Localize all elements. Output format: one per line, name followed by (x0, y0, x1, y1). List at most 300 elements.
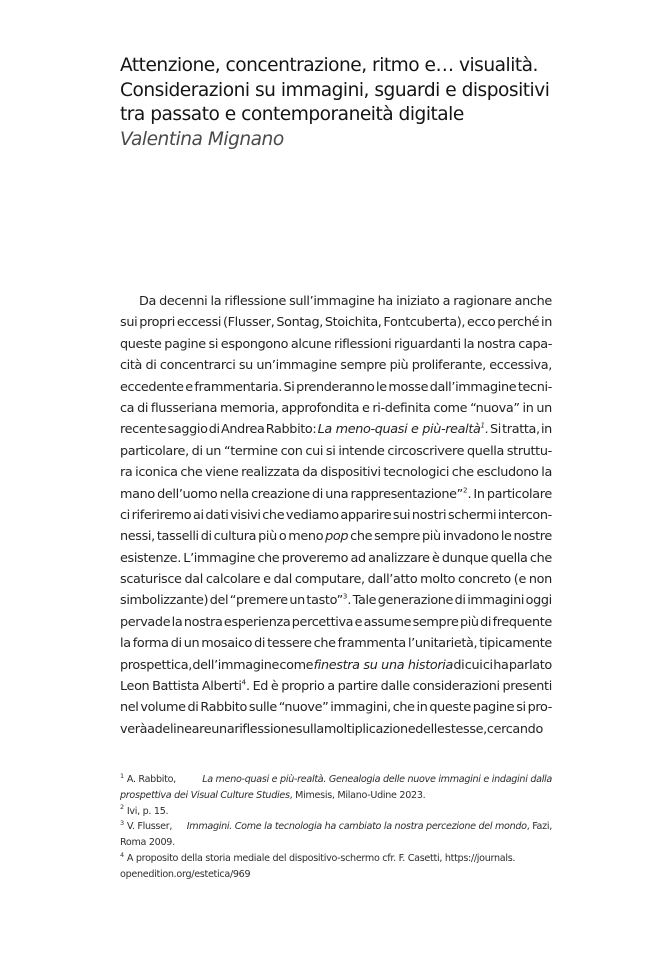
word (137, 398, 148, 419)
word (257, 548, 279, 569)
word-text: e (185, 379, 193, 395)
word (529, 569, 552, 590)
word (467, 312, 495, 333)
word-text: apparire (340, 507, 392, 523)
word (362, 398, 370, 419)
word (541, 312, 552, 333)
word (372, 398, 430, 419)
word-text: Rabbito (200, 700, 248, 716)
footnote-1-cont (120, 788, 552, 804)
word (120, 355, 142, 376)
word (246, 676, 250, 697)
word (509, 655, 552, 676)
word-text: . (485, 422, 489, 438)
footnote-publisher: , Fazi, (526, 821, 552, 833)
word (381, 676, 410, 697)
word-text: cità (120, 358, 143, 374)
word-text: Tale (352, 593, 377, 609)
word-text: simbolizzante) (120, 593, 209, 609)
word-text: Alberti (201, 679, 242, 695)
word (430, 377, 517, 398)
word (183, 548, 255, 569)
word-text: intercon- (497, 507, 552, 523)
word (477, 462, 539, 483)
footnote-reference[interactable]: 2 (462, 486, 468, 495)
word-text: Da (139, 294, 156, 309)
word (140, 697, 185, 718)
word (338, 676, 378, 697)
word (139, 312, 175, 333)
word (120, 548, 181, 569)
word-text: invadono (442, 529, 499, 545)
word-text: meno (288, 529, 324, 545)
word (320, 462, 380, 483)
word (378, 590, 453, 611)
word-text: visivi (230, 507, 261, 523)
word (160, 355, 236, 376)
word-text: che (392, 700, 415, 716)
word-text: La meno-quasi e più-realtà (317, 422, 481, 438)
word (288, 526, 323, 547)
word-text: riguardanti (394, 336, 461, 352)
word-text: frammentaria. (194, 379, 282, 395)
footnote-4 (120, 851, 552, 867)
word (497, 312, 539, 333)
article-heading (120, 54, 560, 152)
word (470, 398, 520, 419)
word (338, 441, 384, 462)
footnote-book-title: prospettiva dei Visual Culture Studies (120, 789, 290, 801)
footnote-mark: 1 (120, 771, 124, 780)
word-text: circoscrivere (387, 443, 465, 459)
word-text: che (451, 465, 474, 481)
word (188, 697, 199, 718)
word-text: pop (325, 529, 349, 545)
word-text: intende (338, 443, 385, 459)
word-text: perché (497, 315, 540, 331)
word-text: Battista (152, 679, 200, 695)
footnote-author: A. Rabbito, (126, 774, 176, 785)
word (465, 655, 483, 676)
word (279, 526, 286, 547)
word (453, 291, 511, 312)
footnote-1-line-1-start (120, 772, 176, 788)
word (209, 419, 220, 440)
word (234, 719, 296, 740)
word (263, 569, 271, 590)
word-text: dispositivi (320, 465, 381, 481)
word-text: e (263, 572, 271, 588)
word (205, 462, 238, 483)
word-text: forma (132, 636, 169, 652)
word-text: recente (120, 422, 167, 438)
word (274, 569, 292, 590)
word-text: alcune (290, 336, 332, 352)
word-text: struttu- (506, 443, 552, 459)
word (324, 719, 415, 740)
footnote-url: openedition.org/estetica/969 (120, 868, 251, 880)
footnote-mark: 4 (120, 850, 124, 859)
word (473, 484, 484, 505)
word-text: computare, (294, 572, 365, 588)
word-text: Si (489, 422, 501, 438)
word-text: in (540, 422, 552, 438)
word-text: prenderanno (296, 379, 375, 395)
word (192, 655, 279, 676)
word-text: un (183, 636, 200, 652)
word (442, 548, 488, 569)
word (276, 312, 323, 333)
word-text: esperienza (223, 614, 291, 630)
word (279, 655, 313, 676)
word (205, 505, 228, 526)
word (120, 655, 192, 676)
body-paragraph (120, 291, 552, 740)
word-text: finestra su una historia (313, 657, 453, 673)
word-text: in (416, 700, 428, 716)
word (120, 590, 208, 611)
word-text: una (211, 721, 235, 737)
word (286, 505, 339, 526)
body-line (120, 569, 552, 590)
word-text: che (313, 636, 336, 652)
word-text: sulle (248, 700, 277, 716)
word-text: ca (120, 400, 135, 416)
word (157, 526, 199, 547)
body-line (120, 590, 552, 611)
word-text: o (278, 529, 287, 545)
word (383, 462, 449, 483)
word (171, 633, 182, 654)
word-text: un (536, 400, 552, 416)
body-line (120, 291, 552, 312)
word (254, 633, 265, 654)
word (202, 676, 250, 697)
word-text: più (258, 529, 277, 545)
word (296, 377, 374, 398)
footnote-3-line-1-start (120, 819, 172, 835)
word (120, 719, 147, 740)
word (501, 526, 512, 547)
word-text: e (361, 400, 370, 416)
word-text: queste (429, 700, 471, 716)
word (340, 355, 386, 376)
word-text: del (209, 593, 229, 609)
word-text: mosse (388, 379, 429, 395)
word-text: ri-definita (372, 400, 431, 416)
word-text: nostra (183, 614, 223, 630)
word-text: L’immagine (183, 550, 255, 566)
footnote-reference[interactable]: 4 (241, 678, 247, 687)
word (281, 676, 324, 697)
word-text: pro- (527, 700, 552, 716)
word (413, 676, 500, 697)
word (502, 419, 540, 440)
footnote-4-cont (120, 867, 552, 883)
word-text: vediamo (285, 507, 339, 523)
word-text: esistenze. (120, 550, 181, 566)
word-text: realizzata (241, 465, 300, 481)
word (221, 419, 265, 440)
body-line (120, 526, 552, 547)
word (415, 719, 444, 740)
word-text: dell’immagine (192, 657, 279, 673)
word (291, 334, 331, 355)
word (432, 548, 440, 569)
word-text: decenni (159, 294, 208, 309)
word-text: frammenta (337, 636, 406, 652)
word-text: di (145, 358, 157, 374)
word-text: a (442, 294, 451, 309)
word (206, 441, 222, 462)
word (155, 719, 212, 740)
word-text: ci (482, 657, 493, 673)
word-text: rappresentazione” (350, 486, 463, 502)
word-text: proveremo (281, 550, 349, 566)
word (483, 655, 493, 676)
word (541, 462, 552, 483)
word-text: riflessione (234, 721, 296, 737)
word-text: tecnologici (383, 465, 450, 481)
word (493, 655, 508, 676)
footnote-author: V. Flusser, (126, 821, 173, 833)
footnote-book-title: Immagini. Come la tecnologia ha cambiato la nostra percezione del mondo (186, 821, 527, 833)
word-text: non (528, 572, 552, 588)
word-text: partire (337, 679, 378, 695)
word-text: iniziato (396, 294, 440, 309)
word-text: molto (420, 572, 456, 588)
word (429, 697, 471, 718)
word (516, 697, 526, 718)
word-text: più (389, 358, 409, 374)
word (120, 697, 139, 718)
word-text: si (208, 336, 219, 352)
word (289, 590, 305, 611)
word (120, 377, 184, 398)
word (157, 484, 217, 505)
word (445, 719, 487, 740)
word (477, 334, 516, 355)
word-text: calcolare (205, 572, 261, 588)
word (230, 590, 288, 611)
word-text: frequente (492, 614, 552, 630)
word (120, 334, 162, 355)
word-text: tasto” (306, 593, 343, 609)
word (239, 355, 253, 376)
word (530, 548, 552, 569)
word-text: “nuova” (470, 400, 520, 416)
word (184, 569, 202, 590)
word (201, 526, 212, 547)
word (420, 569, 455, 590)
word-text: viene (205, 465, 239, 481)
word-text: ecco (466, 315, 496, 331)
word-text: con (280, 443, 303, 459)
word (253, 676, 269, 697)
word-text: schermi (447, 507, 497, 523)
word (172, 612, 183, 633)
word-text: riferiremo (131, 507, 192, 523)
word (120, 312, 137, 333)
word-text: tipicamente (479, 636, 552, 652)
word (327, 676, 335, 697)
word-text: di (191, 443, 203, 459)
word (330, 697, 391, 718)
word (180, 462, 202, 483)
word-text: oggi (525, 593, 552, 609)
word (479, 633, 552, 654)
word-text: stesse, (444, 721, 487, 737)
word (120, 526, 155, 547)
word (120, 398, 134, 419)
footnote-3 (120, 819, 552, 835)
word (284, 377, 295, 398)
word-text: da (302, 465, 318, 481)
word-text: nostri (411, 507, 447, 523)
word-text: le (500, 529, 512, 545)
word-text: che (529, 550, 552, 566)
word-text: capa- (518, 336, 552, 352)
word (334, 334, 391, 355)
footnote-2 (120, 804, 552, 820)
word (223, 312, 274, 333)
word (267, 633, 312, 654)
word (314, 655, 453, 676)
word (541, 419, 552, 440)
body-line (120, 612, 552, 633)
word-text: percettiva (291, 614, 354, 630)
word-text: di (311, 486, 323, 502)
word-text: ai (192, 507, 204, 523)
body-line (120, 655, 552, 676)
word (184, 633, 200, 654)
word (518, 334, 552, 355)
word (120, 676, 149, 697)
word-text: un’immagine (256, 358, 337, 374)
word (306, 590, 351, 611)
word-text: un (289, 593, 305, 609)
word-text: Ed (252, 679, 269, 695)
word (289, 291, 374, 312)
word-text: a (147, 721, 155, 737)
word (177, 312, 221, 333)
word-text: proprio (281, 679, 325, 695)
word-text: l’unitarietà, (407, 636, 478, 652)
word-text: cui (464, 657, 483, 673)
word-text: considerazioni (412, 679, 500, 695)
body-line (120, 312, 552, 333)
word (443, 291, 451, 312)
word-text: nella (219, 486, 249, 502)
word-text: nostra (476, 336, 516, 352)
word (120, 462, 132, 483)
word-text: è (431, 550, 440, 566)
word-text: come (279, 657, 314, 673)
word-text: In (473, 486, 485, 502)
word (135, 462, 178, 483)
word-text: di (208, 422, 220, 438)
word (192, 441, 203, 462)
word-text: Sontag, (276, 315, 323, 331)
word (350, 548, 365, 569)
word (350, 526, 372, 547)
word-text: assume (363, 614, 412, 630)
footnote-reference[interactable]: 1 (480, 422, 486, 431)
word-text: che (262, 507, 285, 523)
body-line (120, 719, 552, 740)
word (271, 676, 279, 697)
title-line: Attenzione, concentrazione, ritmo e… visualità. (120, 55, 538, 76)
word-text: tasselli (156, 529, 199, 545)
footnote-reference[interactable]: 3 (342, 593, 348, 602)
word-text: di (254, 636, 266, 652)
word-text: ad (350, 550, 366, 566)
word-text: sull’immagine (289, 294, 375, 309)
word (132, 505, 192, 526)
word-text: la (210, 294, 222, 309)
word (305, 441, 323, 462)
word-text: che (180, 465, 203, 481)
word-text: mano (120, 486, 155, 502)
word (464, 334, 475, 355)
footnote-mark: 2 (120, 803, 124, 812)
word-text: dunque (441, 550, 489, 566)
word (256, 355, 336, 376)
word-text: in (522, 400, 534, 416)
word (453, 655, 464, 676)
footnote-mark: 3 (120, 819, 124, 828)
word-text: generazione (377, 593, 454, 609)
word-text: prospettica, (120, 657, 192, 673)
word (364, 612, 412, 633)
word-text: su (238, 358, 253, 374)
word-text: . (347, 593, 352, 609)
word (251, 484, 310, 505)
word-text: la (463, 336, 475, 352)
word-text: cercando (486, 721, 543, 737)
word-text: scaturisce (120, 572, 182, 588)
word (526, 590, 552, 611)
word-text: espongono (220, 336, 289, 352)
word-text: dal (184, 572, 203, 588)
word (220, 398, 279, 419)
word-text: di (200, 529, 212, 545)
word-text: di (453, 657, 465, 673)
word-text: quella (490, 550, 528, 566)
word (262, 505, 284, 526)
word-text: immagini, (330, 700, 391, 716)
word-text: di (170, 636, 182, 652)
word-text: analizzare (368, 550, 430, 566)
word (536, 398, 552, 419)
word-text: dell’uomo (157, 486, 218, 502)
body-line (120, 505, 552, 526)
word-text: nel (120, 700, 139, 716)
word (448, 505, 496, 526)
word (376, 377, 387, 398)
word-text: più (459, 614, 479, 630)
footnote-text: Ivi, p. 15. (126, 805, 169, 817)
word (396, 291, 439, 312)
word-text: sui (120, 315, 138, 331)
word-text: dal (273, 572, 292, 588)
word-text: le (376, 379, 387, 395)
word (220, 484, 249, 505)
word-text: Si (283, 379, 295, 395)
word-text: dalle (380, 679, 410, 695)
word (338, 633, 406, 654)
word-text: sulla (295, 721, 324, 737)
